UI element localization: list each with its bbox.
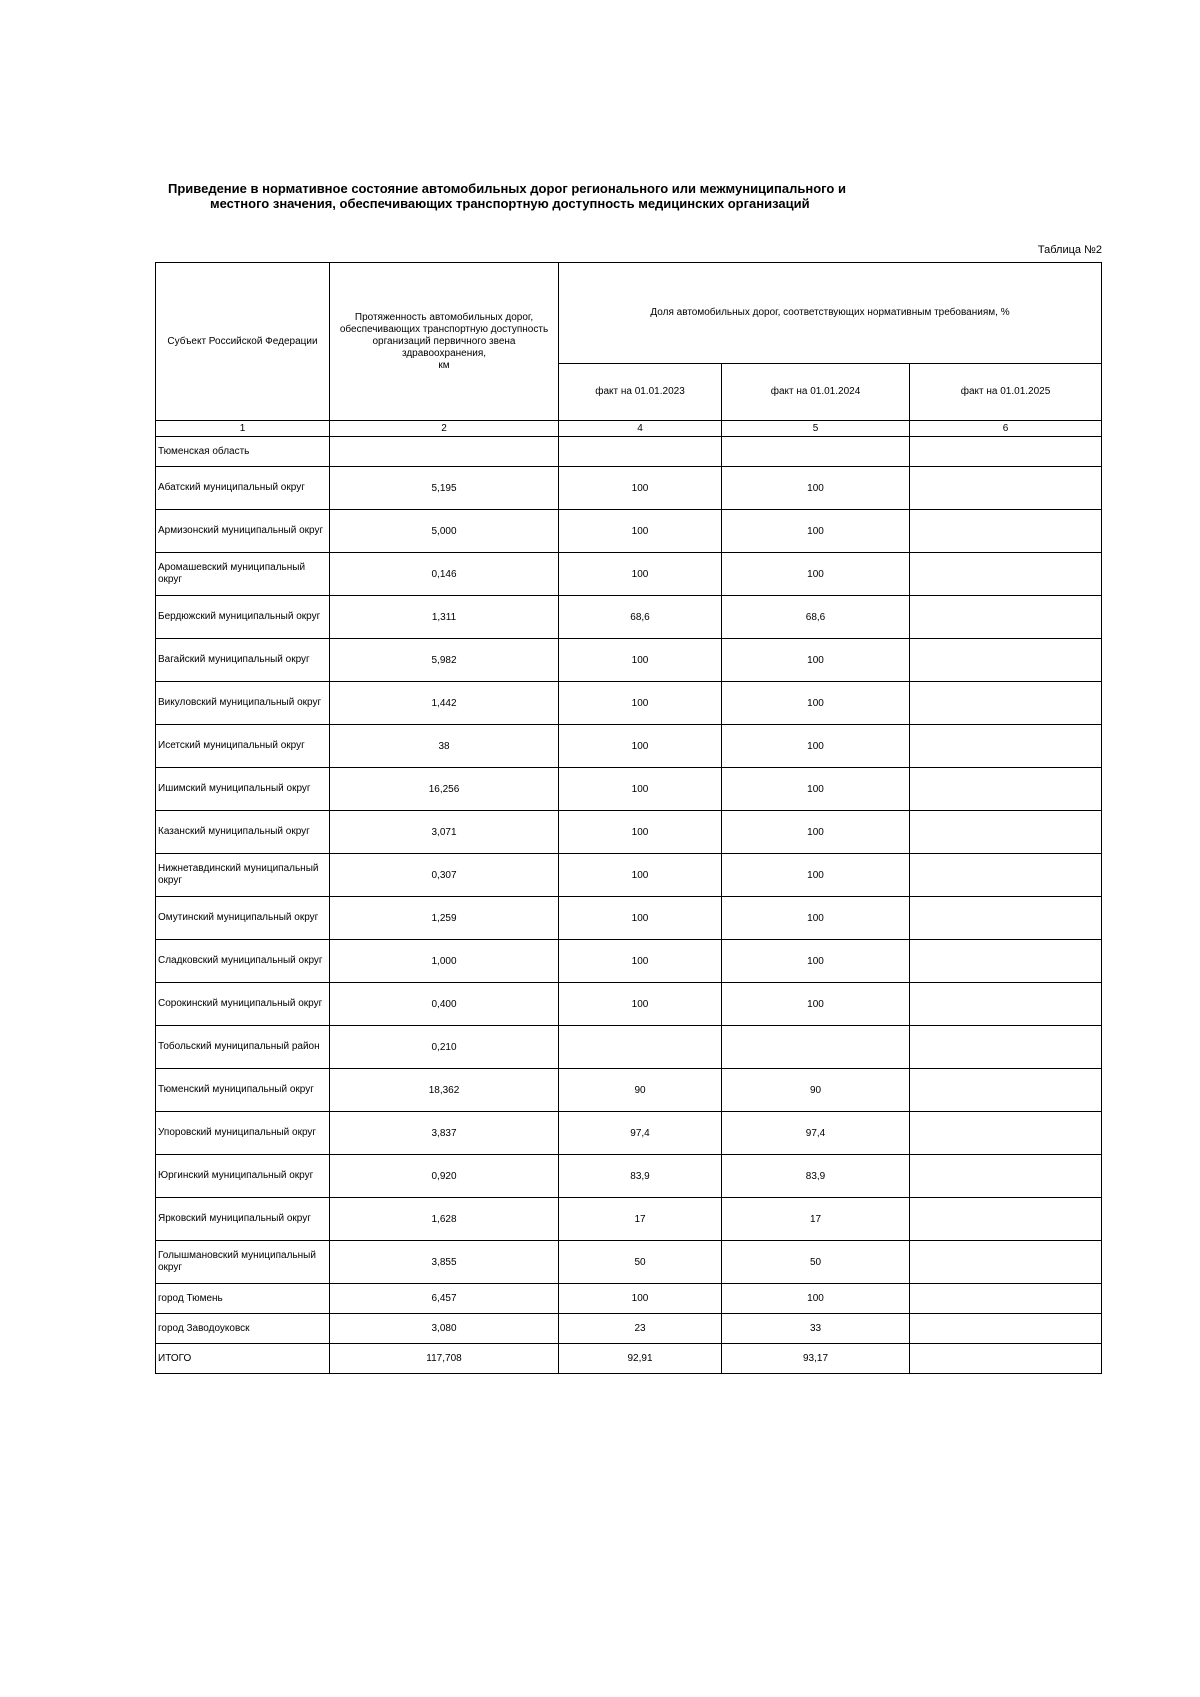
column-number: 4 <box>559 421 722 437</box>
share-2024: 97,4 <box>722 1112 910 1155</box>
district-name: Ишимский муниципальный округ <box>156 768 330 811</box>
share-2025 <box>910 467 1102 510</box>
share-2024: 33 <box>722 1314 910 1344</box>
road-length: 1,000 <box>330 940 559 983</box>
road-length: 5,195 <box>330 467 559 510</box>
table-row <box>156 467 1102 510</box>
table-row <box>156 510 1102 553</box>
share-2025 <box>910 1314 1102 1344</box>
share-2024: 100 <box>722 682 910 725</box>
share-2025 <box>910 1198 1102 1241</box>
road-length: 38 <box>330 725 559 768</box>
roads-table-body <box>156 263 1102 1374</box>
road-length: 1,442 <box>330 682 559 725</box>
road-length: 1,259 <box>330 897 559 940</box>
share-2024: 100 <box>722 897 910 940</box>
column-number: 2 <box>330 421 559 437</box>
share-2024: 100 <box>722 940 910 983</box>
share-2025 <box>910 897 1102 940</box>
share-2025 <box>910 1112 1102 1155</box>
share-2024: 83,9 <box>722 1155 910 1198</box>
region-row <box>156 437 1102 467</box>
table-row <box>156 768 1102 811</box>
share-2023: 50 <box>559 1241 722 1284</box>
road-length: 3,080 <box>330 1314 559 1344</box>
header-row-1 <box>156 263 1102 364</box>
table-row <box>156 1026 1102 1069</box>
share-2025 <box>910 1344 1102 1374</box>
share-2025 <box>910 940 1102 983</box>
district-name: Бердюжский муниципальный округ <box>156 596 330 639</box>
share-2024: 100 <box>722 1284 910 1314</box>
road-length: 0,210 <box>330 1026 559 1069</box>
road-length: 0,146 <box>330 553 559 596</box>
share-2023: 100 <box>559 854 722 897</box>
district-name: Ярковский муниципальный округ <box>156 1198 330 1241</box>
share-2025 <box>910 725 1102 768</box>
header-subject: Субъект Российской Федерации <box>156 263 330 421</box>
share-2024: 100 <box>722 983 910 1026</box>
table-row <box>156 940 1102 983</box>
share-2023 <box>559 1026 722 1069</box>
road-length: 117,708 <box>330 1344 559 1374</box>
share-2025 <box>910 553 1102 596</box>
district-name: Казанский муниципальный округ <box>156 811 330 854</box>
share-2024: 17 <box>722 1198 910 1241</box>
share-2025 <box>910 854 1102 897</box>
share-2025 <box>910 1069 1102 1112</box>
region-name: Тюменская область <box>156 437 330 467</box>
share-2023: 100 <box>559 940 722 983</box>
table-row <box>156 553 1102 596</box>
header-length-text: Протяженность автомобильных дорог, обеспечивающих транспортную доступность организаций первичного звена здравоохранения, <box>339 311 549 359</box>
table-row <box>156 1314 1102 1344</box>
district-name: Юргинский муниципальный округ <box>156 1155 330 1198</box>
header-share: Доля автомобильных дорог, соответствующих нормативным требованиям, % <box>559 263 1102 364</box>
district-name: Омутинский муниципальный округ <box>156 897 330 940</box>
road-length: 3,071 <box>330 811 559 854</box>
table-row <box>156 1155 1102 1198</box>
road-length: 0,920 <box>330 1155 559 1198</box>
share-2023: 100 <box>559 897 722 940</box>
road-length: 0,400 <box>330 983 559 1026</box>
table-row <box>156 1112 1102 1155</box>
table-row <box>156 1241 1102 1284</box>
share-2024: 100 <box>722 811 910 854</box>
share-2023: 100 <box>559 467 722 510</box>
table-row <box>156 596 1102 639</box>
district-name: Нижнетавдинский муниципальный округ <box>156 854 330 897</box>
share-2024 <box>722 1026 910 1069</box>
share-2023: 100 <box>559 725 722 768</box>
share-2024: 93,17 <box>722 1344 910 1374</box>
share-2024: 100 <box>722 467 910 510</box>
share-2024: 100 <box>722 854 910 897</box>
district-name: Вагайский муниципальный округ <box>156 639 330 682</box>
page-title <box>168 181 888 211</box>
share-2023: 68,6 <box>559 596 722 639</box>
share-2023: 100 <box>559 553 722 596</box>
page-title-line-2: местного значения, обеспечивающих транспортную доступность медицинских организаций <box>210 196 810 211</box>
share-2025 <box>910 639 1102 682</box>
share-2025 <box>910 1155 1102 1198</box>
column-number: 1 <box>156 421 330 437</box>
share-2023: 92,91 <box>559 1344 722 1374</box>
table-row <box>156 854 1102 897</box>
share-2023: 83,9 <box>559 1155 722 1198</box>
column-number-row <box>156 421 1102 437</box>
share-2023: 97,4 <box>559 1112 722 1155</box>
district-name: город Тюмень <box>156 1284 330 1314</box>
share-2024: 100 <box>722 639 910 682</box>
district-name: Армизонский муниципальный округ <box>156 510 330 553</box>
header-length <box>330 263 559 421</box>
district-name: Исетский муниципальный округ <box>156 725 330 768</box>
share-2023: 100 <box>559 1284 722 1314</box>
share-2024: 68,6 <box>722 596 910 639</box>
share-2025 <box>910 510 1102 553</box>
share-2023: 17 <box>559 1198 722 1241</box>
table-row <box>156 1069 1102 1112</box>
roads-table <box>155 262 1102 1374</box>
table-row <box>156 811 1102 854</box>
page-title-line-1: Приведение в нормативное состояние автомобильных дорог регионального или межмуниципального и <box>168 181 846 196</box>
road-length: 3,837 <box>330 1112 559 1155</box>
share-2024: 50 <box>722 1241 910 1284</box>
table-cell <box>330 437 559 467</box>
header-fact-2024: факт на 01.01.2024 <box>722 364 910 421</box>
district-name: Тюменский муниципальный округ <box>156 1069 330 1112</box>
district-name: Тобольский муниципальный район <box>156 1026 330 1069</box>
table-cell <box>559 437 722 467</box>
district-name: Голышмановский муниципальный округ <box>156 1241 330 1284</box>
road-length: 16,256 <box>330 768 559 811</box>
share-2024: 100 <box>722 553 910 596</box>
header-length-unit: км <box>438 359 450 371</box>
share-2025 <box>910 1284 1102 1314</box>
road-length: 0,307 <box>330 854 559 897</box>
road-length: 5,982 <box>330 639 559 682</box>
header-fact-2023: факт на 01.01.2023 <box>559 364 722 421</box>
table-cell <box>910 437 1102 467</box>
share-2024: 100 <box>722 725 910 768</box>
share-2024: 90 <box>722 1069 910 1112</box>
share-2023: 23 <box>559 1314 722 1344</box>
table-cell <box>722 437 910 467</box>
district-name: Викуловский муниципальный округ <box>156 682 330 725</box>
share-2024: 100 <box>722 510 910 553</box>
table-number: Таблица №2 <box>1037 244 1102 256</box>
district-name: Упоровский муниципальный округ <box>156 1112 330 1155</box>
header-fact-2025: факт на 01.01.2025 <box>910 364 1102 421</box>
district-name: Сорокинский муниципальный округ <box>156 983 330 1026</box>
table-row <box>156 639 1102 682</box>
share-2025 <box>910 1026 1102 1069</box>
district-name: Абатский муниципальный округ <box>156 467 330 510</box>
share-2025 <box>910 1241 1102 1284</box>
road-length: 6,457 <box>330 1284 559 1314</box>
share-2023: 100 <box>559 768 722 811</box>
table-row <box>156 1284 1102 1314</box>
share-2025 <box>910 811 1102 854</box>
share-2023: 100 <box>559 811 722 854</box>
district-name: Аромашевский муниципальный округ <box>156 553 330 596</box>
road-length: 3,855 <box>330 1241 559 1284</box>
share-2023: 100 <box>559 510 722 553</box>
district-name: город Заводоуковск <box>156 1314 330 1344</box>
table-row <box>156 1344 1102 1374</box>
share-2024: 100 <box>722 768 910 811</box>
share-2023: 100 <box>559 983 722 1026</box>
road-length: 1,311 <box>330 596 559 639</box>
column-number: 6 <box>910 421 1102 437</box>
share-2023: 100 <box>559 682 722 725</box>
table-row <box>156 897 1102 940</box>
road-length: 5,000 <box>330 510 559 553</box>
share-2025 <box>910 682 1102 725</box>
table-row <box>156 682 1102 725</box>
table-row <box>156 983 1102 1026</box>
share-2023: 100 <box>559 639 722 682</box>
district-name: Сладковский муниципальный округ <box>156 940 330 983</box>
table-row <box>156 1198 1102 1241</box>
district-name: ИТОГО <box>156 1344 330 1374</box>
share-2025 <box>910 983 1102 1026</box>
share-2025 <box>910 768 1102 811</box>
road-length: 18,362 <box>330 1069 559 1112</box>
share-2023: 90 <box>559 1069 722 1112</box>
road-length: 1,628 <box>330 1198 559 1241</box>
share-2025 <box>910 596 1102 639</box>
table-row <box>156 725 1102 768</box>
column-number: 5 <box>722 421 910 437</box>
